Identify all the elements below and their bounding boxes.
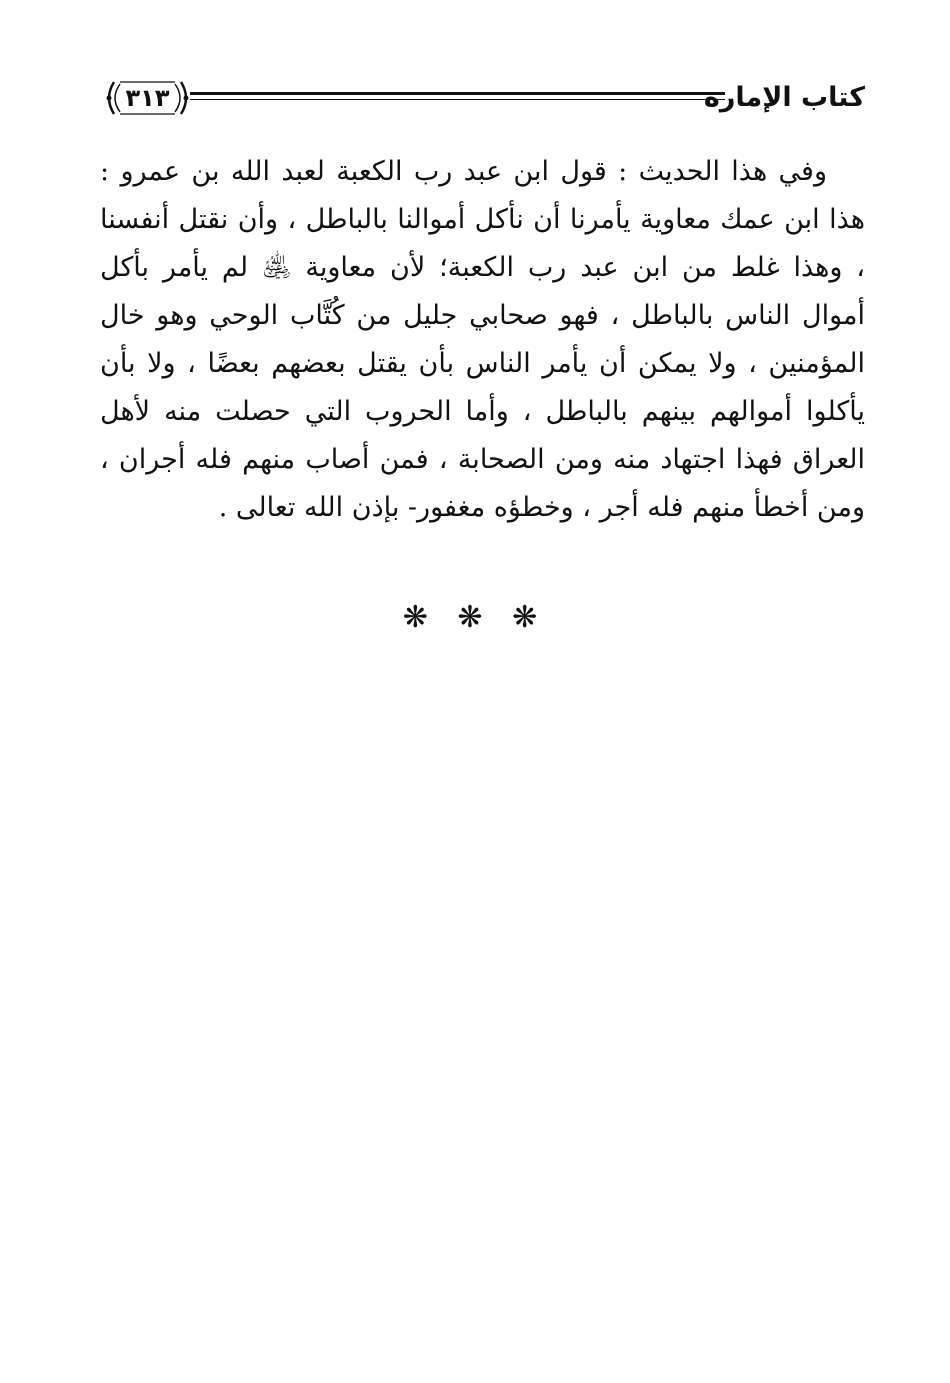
page-number: ٣١٣ bbox=[125, 84, 170, 112]
running-title: كتاب الإمارة bbox=[703, 82, 865, 113]
paragraph: وفي هذا الحديث : قول ابن عبد رب الكعبة لعبد الله بن عمرو : هذا ابن عمك معاوية يأمرنا أن نأكل أموالنا بالباطل ، وأن نقتل أنفسنا ، وهذا غلط من ابن عبد رب الكعبة؛ لأن معاوية ﵁ لم يأمر بأكل أموال الناس بالباطل ، فهو صحابي جليل من كُتَّاب الوحي وهو خال المؤمنين ، ولا يمكن أن يأمر الناس بأن يقتل بعضهم بعضًا ، ولا بأن يأكلوا أموالهم بينهم بالباطل ، وأما الحروب التي حصلت منه لأهل العراق فهذا اجتهاد منه ومن الصحابة ، فمن أصاب منهم فله أجران ، ومن أخطأ منهم فله أجر ، وخطؤه مغفور- بإذن الله تعالى . bbox=[100, 156, 865, 523]
page-header bbox=[100, 70, 865, 130]
body-text bbox=[100, 148, 865, 532]
header-rule-thick bbox=[190, 92, 725, 95]
page-number-ornament bbox=[100, 76, 195, 120]
header-rule-thin bbox=[190, 99, 725, 100]
section-separator-icon: ❋ ❋ ❋ bbox=[402, 600, 548, 635]
